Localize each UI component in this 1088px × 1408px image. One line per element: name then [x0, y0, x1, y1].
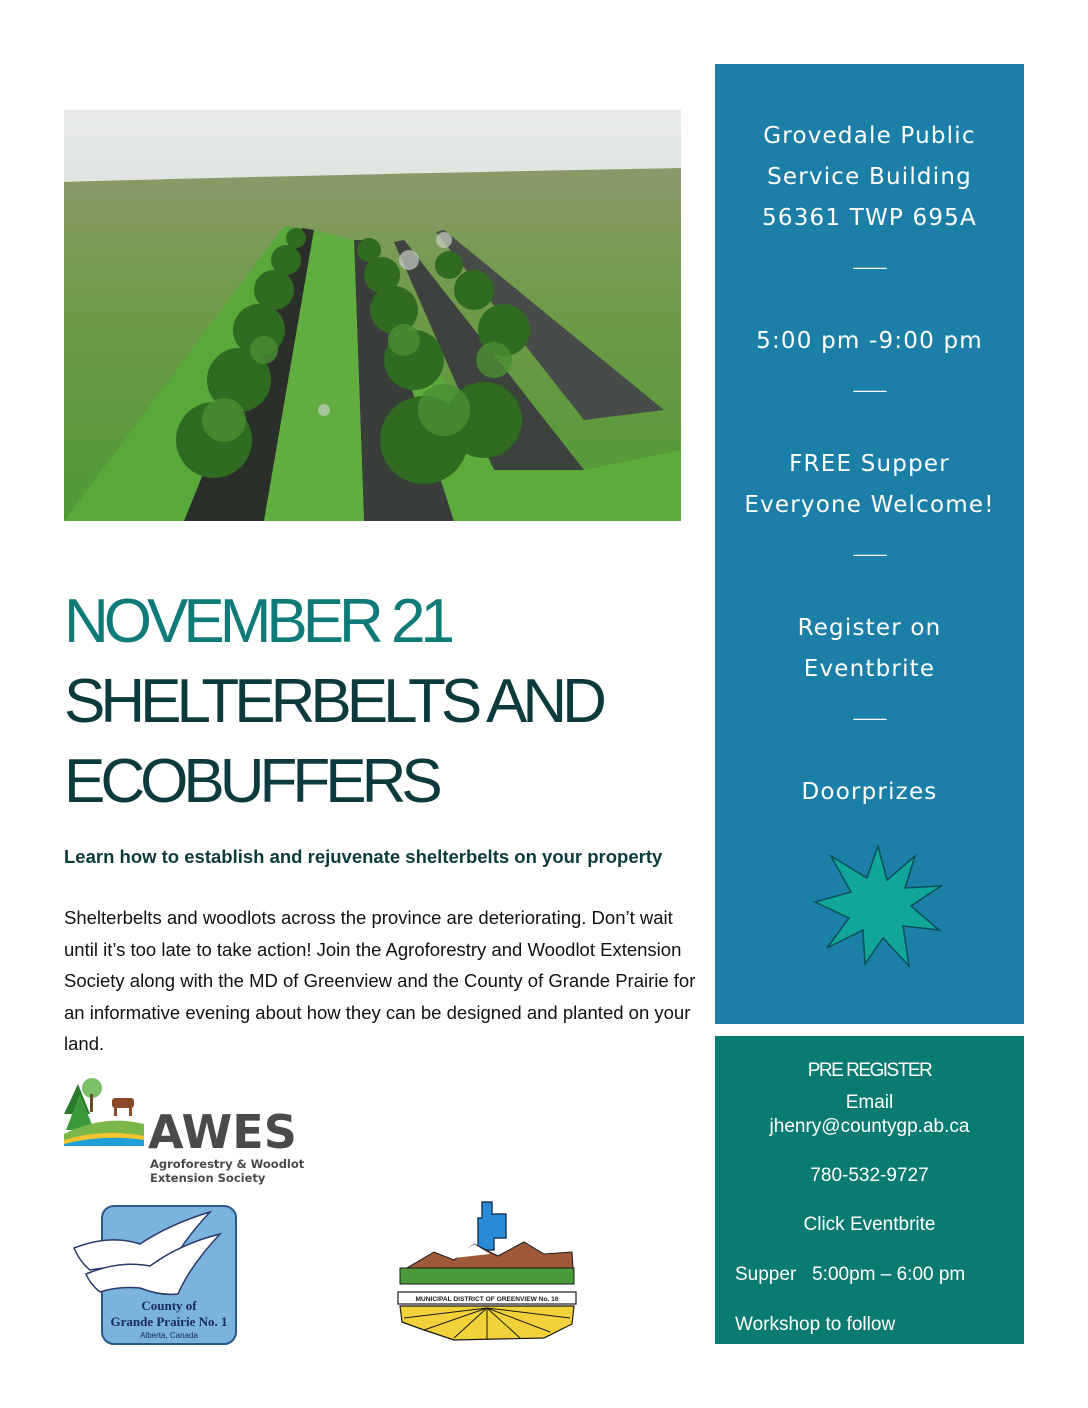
venue-line-2: Service Building	[767, 164, 972, 190]
separator: ____	[853, 700, 886, 721]
event-title-line1: SHELTERBELTS AND	[64, 667, 602, 736]
county-line-3: Alberta, Canada	[140, 1331, 198, 1340]
email-label: Email	[845, 1092, 894, 1113]
email-address[interactable]: jhenry@countygp.ab.ca	[769, 1116, 970, 1137]
separator: ____	[853, 536, 886, 557]
registration-box	[715, 1036, 1024, 1344]
county-line-1: County of	[141, 1298, 197, 1313]
register-line-2: Eventbrite	[803, 656, 936, 682]
intro-lead: Learn how to establish and rejuvenate shelterbelts on your property	[64, 846, 663, 867]
county-grande-prairie-logo	[70, 1204, 240, 1351]
workshop-note: Workshop to follow	[735, 1314, 896, 1335]
event-time: 5:00 pm -9:00 pm	[756, 328, 983, 354]
event-title-line2: ECOBUFFERS	[64, 747, 438, 816]
awes-subtitle-1: Agroforestry & Woodlot	[150, 1157, 304, 1171]
pre-register-heading: PRE REGISTER	[807, 1060, 932, 1081]
intro-body: Shelterbelts and woodlots across the province are deteriorating. Don’t wait until it’s too late to take action! Join the Agroforestry and Woodlot Extension Society along with the MD of Greenview and the County of Grande Prairie for an informative evening about how they can be designed and planted on your land.	[64, 907, 696, 1054]
phone-number[interactable]: 780-532-9727	[810, 1165, 929, 1186]
md-greenview-logo	[394, 1198, 580, 1349]
awes-name: AWES	[148, 1105, 297, 1159]
county-line-2: Grande Prairie No. 1	[110, 1314, 228, 1329]
register-line-1: Register on	[797, 615, 942, 641]
title-block	[64, 582, 704, 822]
doorprizes: Doorprizes	[801, 779, 938, 805]
venue-line-3: 56361 TWP 695A	[762, 205, 977, 231]
starburst-icon	[813, 844, 943, 970]
supper-line-1: FREE Supper	[789, 451, 950, 477]
supper-time: Supper 5:00pm – 6:00 pm	[735, 1264, 966, 1285]
supper-line-2: Everyone Welcome!	[744, 492, 995, 518]
event-details-sidebar	[715, 64, 1024, 1024]
separator: ____	[853, 372, 886, 393]
awes-logo	[64, 1074, 304, 1191]
shelterbelt-photo	[64, 110, 681, 521]
md-name: MUNICIPAL DISTRICT OF GREENVIEW No. 16	[415, 1296, 559, 1303]
event-date: NOVEMBER 21	[64, 587, 451, 656]
venue-line-1: Grovedale Public	[763, 123, 976, 149]
awes-subtitle-2: Extension Society	[150, 1171, 266, 1185]
separator: ____	[853, 249, 886, 270]
eventbrite-link[interactable]: Click Eventbrite	[803, 1214, 936, 1235]
